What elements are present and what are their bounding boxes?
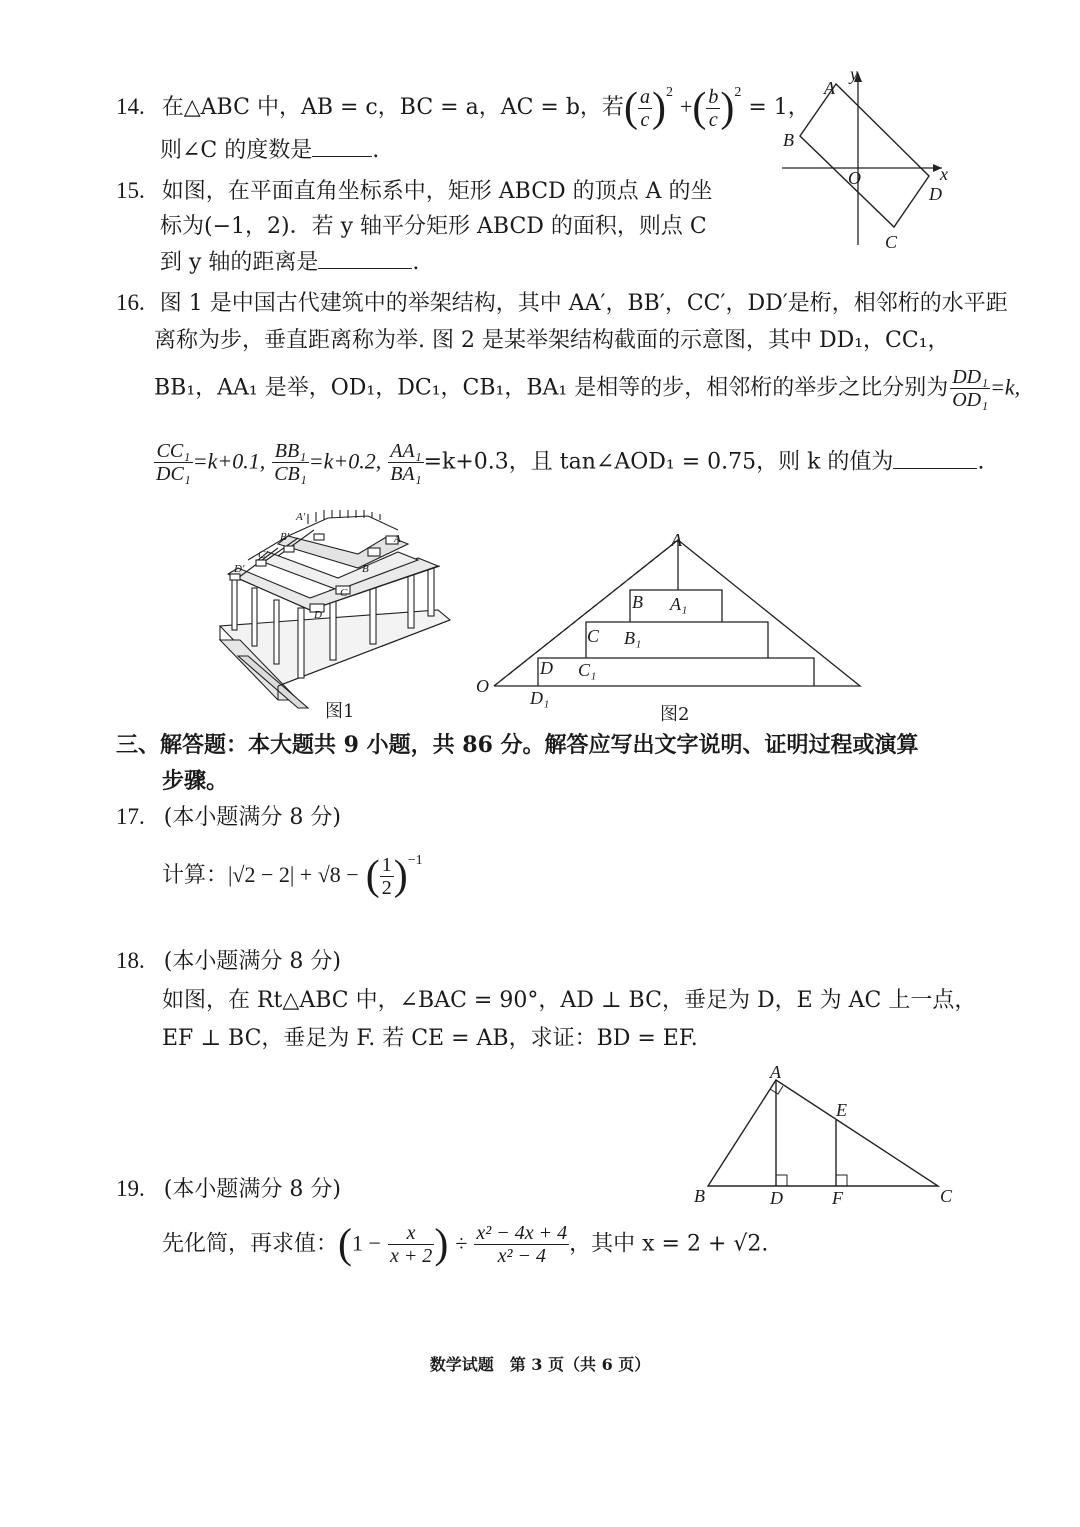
q15-line2: 标为(−1，2)．若 y 轴平分矩形 ABCD 的面积，则点 C bbox=[160, 214, 707, 239]
fig18-label-f: F bbox=[832, 1188, 843, 1208]
q17-frac-one-half: $\frac{1}{2}$ bbox=[381, 853, 392, 899]
fig2-label-d1: D₁ bbox=[530, 688, 550, 708]
fig18-triangle-diagram bbox=[690, 1062, 960, 1212]
q16-number: 16. bbox=[116, 290, 145, 315]
q16-frac-bb1-cb1: $\frac{\text{BB₁}}{\text{CB₁}}$ bbox=[274, 440, 307, 485]
q14-answer-blank bbox=[312, 134, 372, 157]
q16-line1: 16. 图 1 是中国古代建筑中的举架结构，其中 AA′，BB′，CC′，DD′是桁，相邻桁的水平距 bbox=[116, 290, 1008, 316]
q15-number: 15. bbox=[116, 178, 145, 203]
fig2-cross-section-diagram bbox=[472, 528, 872, 710]
q14-frac-b-over-c: $\frac{b}{c}$ bbox=[708, 85, 719, 131]
fig2-label-a: A bbox=[671, 530, 682, 550]
q18-header bbox=[116, 946, 341, 977]
fig18-right-angle-d-icon bbox=[776, 1175, 787, 1186]
fig15-label-o: O bbox=[848, 168, 861, 188]
fig1-label-b-prime: B′ bbox=[280, 531, 290, 543]
fig1-label-d-prime: D′ bbox=[234, 563, 245, 575]
q15-answer-blank bbox=[318, 246, 412, 269]
fig15-label-a: A bbox=[824, 78, 835, 98]
q14-line1: 14. 在△ABC 中，AB = c，BC = a，AC = b，若( $\frac{a}{c}$ )$^2$ +( $\frac{b}{c}$ )$^2$ = 1， bbox=[116, 85, 810, 131]
q16-line3: BB₁，AA₁ 是举，OD₁，DC₁，CB₁，BA₁ 是相等的步，相邻桁的举步之比分别为 $\frac{\text{DD₁}}{\text{OD₁}}$ =k, bbox=[154, 366, 1021, 411]
fig2-label-b: B bbox=[632, 592, 643, 612]
q14-number: 14. bbox=[116, 94, 145, 119]
fig18-triangle-abc bbox=[708, 1080, 938, 1186]
section3-heading-line2: 步骤。 bbox=[162, 768, 229, 794]
fig1-label-c-prime: C′ bbox=[258, 549, 268, 561]
fig2-caption: 图2 bbox=[660, 704, 690, 725]
fig1-label-b: B bbox=[362, 563, 369, 575]
fig18-label-d: D bbox=[770, 1188, 783, 1208]
q14-exp2: 2 bbox=[734, 85, 742, 100]
fig18-label-c: C bbox=[940, 1186, 953, 1206]
fig18-label-b: B bbox=[694, 1186, 705, 1206]
q14-line2: 则∠C 的度数是 . bbox=[160, 134, 379, 166]
fig15-label-c: C bbox=[885, 232, 898, 252]
fig1-architecture-illustration bbox=[218, 508, 458, 720]
q17-header bbox=[116, 802, 341, 833]
fig15-rectangle-abcd bbox=[800, 84, 929, 227]
fig15-label-b: B bbox=[783, 130, 794, 150]
fig15-coordinate-diagram bbox=[770, 62, 960, 262]
fig1-label-a: A bbox=[394, 533, 401, 545]
q19-frac-quadratic: $\frac{\text{x² − 4x + 4}}{\text{x² − 4}}$ bbox=[476, 1222, 568, 1267]
fig18-right-angle-f-icon bbox=[836, 1175, 847, 1186]
q15-line1: 15. 如图，在平面直角坐标系中，矩形 ABCD 的顶点 A 的坐 bbox=[116, 178, 713, 204]
q14-frac-a-over-c: $\frac{a}{c}$ bbox=[639, 85, 650, 131]
q16-line2: 离称为步，垂直距离称为举. 图 2 是某举架结构截面的示意图，其中 DD₁，CC₁， bbox=[154, 328, 950, 353]
q15-line3: 到 y 轴的距离是 . bbox=[160, 246, 419, 278]
q16-frac-aa1-ba1: $\frac{\text{AA₁}}{\text{BA₁}}$ bbox=[390, 440, 422, 485]
fig15-label-d: D bbox=[929, 184, 942, 204]
fig15-label-x: x bbox=[940, 164, 948, 184]
fig1-caption: 图1 bbox=[325, 701, 355, 722]
q18-line2: EF ⊥ BC，垂足为 F. 若 CE = AB，求证：BD = EF. bbox=[162, 1026, 698, 1051]
q18-points: (本小题满分 8 分) bbox=[163, 949, 341, 974]
q14-text-a: 在△ABC 中，AB = c，BC = a，AC = b，若 bbox=[161, 95, 624, 120]
fig15-label-y: y bbox=[850, 64, 858, 84]
q14-exp1: 2 bbox=[665, 85, 673, 100]
q18-number: 18. bbox=[116, 948, 145, 973]
q17-expression: 计算：|√2 − 2| + √8 − ( $\frac{1}{2}$ )$^{-1}$ bbox=[162, 853, 423, 899]
q19-frac-x-over-x-plus-2: $\frac{x}{x + 2}$ bbox=[389, 1222, 433, 1267]
q16-frac-cc1-dc1: $\frac{\text{CC₁}}{\text{DC₁}}$ bbox=[156, 440, 191, 485]
fig2-label-o: O bbox=[476, 676, 489, 696]
q17-exponent: −1 bbox=[407, 853, 423, 868]
fig2-label-c1: C₁ bbox=[578, 660, 597, 680]
section3-heading-line1: 三、解答题：本大题共 9 小题，共 86 分。解答应写出文字说明、证明过程或演算 bbox=[116, 732, 919, 758]
q16-frac-dd1-od1: $\frac{\text{DD₁}}{\text{OD₁}}$ bbox=[952, 366, 989, 411]
fig2-label-c: C bbox=[587, 626, 600, 646]
q14-rhs: = 1， bbox=[748, 95, 810, 120]
q17-number: 17. bbox=[116, 804, 145, 829]
fig1-label-c: C bbox=[340, 587, 348, 599]
fig18-label-a: A bbox=[770, 1062, 781, 1082]
fig1-label-d: D bbox=[314, 609, 322, 621]
q19-expression: 先化简，再求值：(1 − $\frac{x}{x + 2}$ ) ÷ $\frac{\text{x² − 4x + 4}}{\text{x² − 4}}$ ，其中 x = 2 + √2. bbox=[162, 1221, 769, 1268]
q16-answer-blank bbox=[893, 446, 977, 469]
page-footer: 数学试题 第 3 页（共 6 页） bbox=[429, 1355, 651, 1374]
q19-points: (本小题满分 8 分) bbox=[163, 1177, 341, 1202]
q18-line1: 如图，在 Rt△ABC 中，∠BAC = 90°，AD ⊥ BC，垂足为 D，E 为 AC 上一点， bbox=[162, 988, 977, 1013]
fig2-label-a1: A₁ bbox=[670, 594, 688, 614]
q16-line4: $\frac{\text{CC₁}}{\text{DC₁}}$ =k+0.1, $\frac{\text{BB₁}}{\text{CB₁}}$ =k+0.2, $\frac{\text{AA₁}}{\text{BA₁}}$ =k+0.3，且 tan∠AOD₁ = 0.75，则 k 的值为 . bbox=[156, 440, 985, 485]
fig2-label-b1: B₁ bbox=[624, 628, 642, 648]
q19-header bbox=[116, 1174, 341, 1205]
fig18-label-e: E bbox=[836, 1100, 847, 1120]
fig1-label-a-prime: A′ bbox=[296, 511, 306, 523]
q19-number: 19. bbox=[116, 1176, 145, 1201]
q17-points: (本小题满分 8 分) bbox=[163, 805, 341, 830]
fig2-label-d: D bbox=[540, 658, 553, 678]
